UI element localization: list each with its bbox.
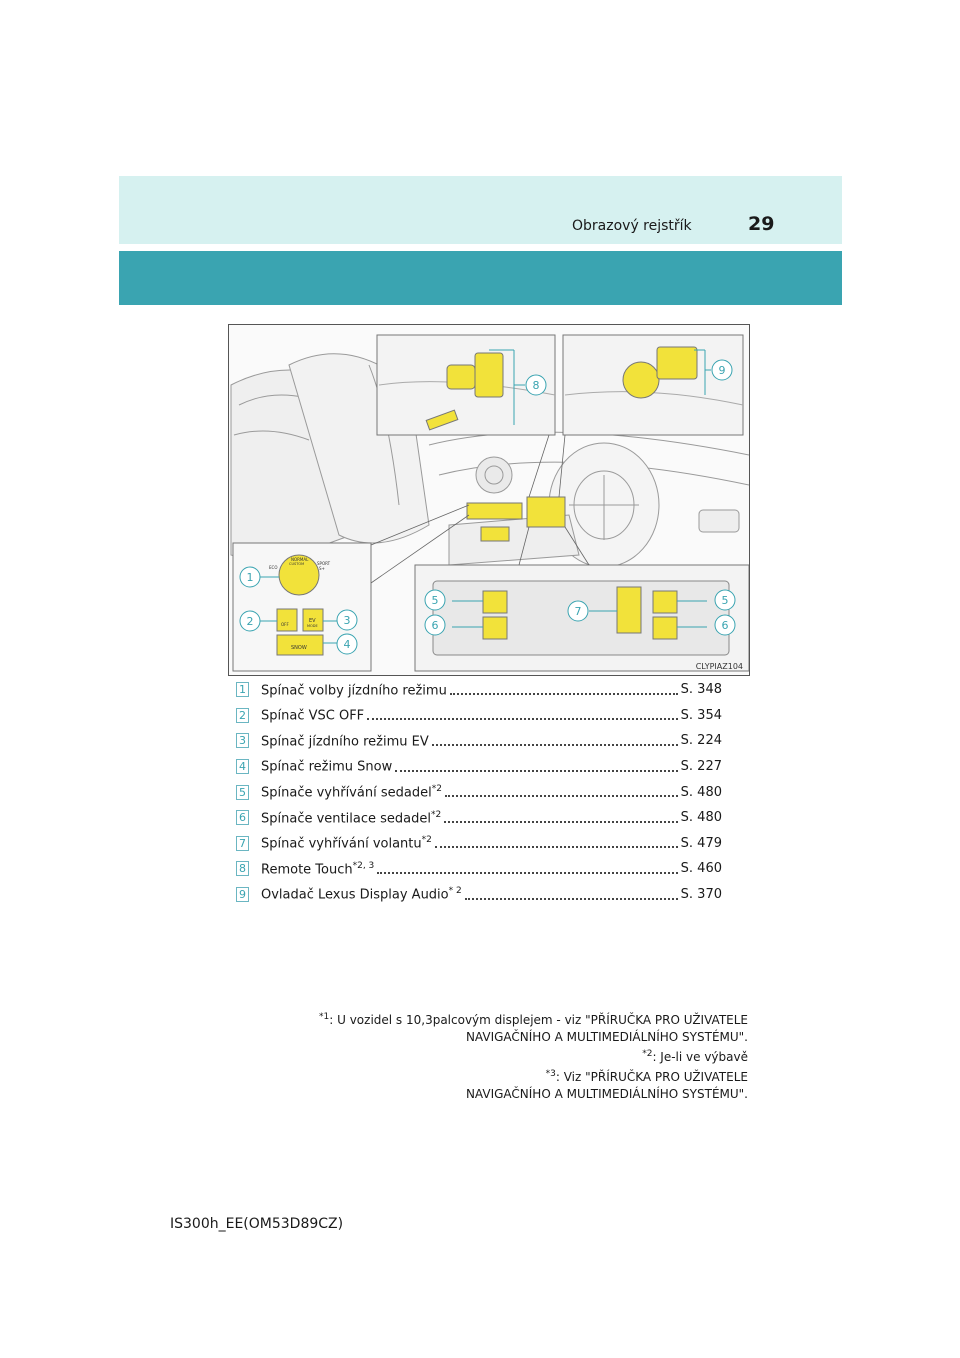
entry-sup: *2 [421, 835, 432, 846]
dot-leader [395, 770, 677, 772]
entry-page-ref[interactable]: S. 224 [680, 733, 722, 749]
svg-text:5: 5 [721, 594, 729, 607]
label-eco: ECO [269, 565, 278, 570]
entry-sup: *2 [431, 784, 442, 794]
dot-leader [435, 846, 678, 848]
entry-page-ref[interactable]: S. 370 [680, 887, 722, 903]
entry-number: 3 [236, 733, 249, 748]
entry-sup: * 2 [448, 886, 462, 897]
dot-leader [377, 872, 677, 874]
entry-label-text: Ovladač Lexus Display Audio [261, 887, 449, 903]
svg-text:1: 1 [246, 571, 254, 584]
entry-page-ref[interactable]: S. 227 [680, 759, 722, 775]
callout-2 [240, 611, 260, 631]
svg-text:3: 3 [343, 614, 351, 627]
callout-8 [526, 375, 546, 395]
page-title: Obrazový rejstřík [572, 218, 692, 234]
console-highlight-2 [527, 497, 565, 527]
figure-code: CLYPIAZ104 [695, 662, 743, 671]
entry-page-ref[interactable]: S. 354 [680, 707, 722, 723]
callout-6-left [425, 615, 445, 635]
entry-label [261, 707, 364, 723]
index-entry [236, 754, 722, 780]
interior-illustration-svg [229, 325, 749, 675]
header-band [119, 176, 842, 244]
index-entry [236, 856, 722, 882]
entry-label-text: Spínač režimu Snow [261, 759, 393, 775]
footnote-text: : U vozidel s 10,3palcovým displejem - viz "PŘÍRUČKA PRO UŽIVATELE [329, 1013, 748, 1027]
entry-page-ref[interactable]: S. 460 [680, 861, 722, 877]
entry-label [261, 810, 441, 826]
entry-page-ref[interactable]: S. 480 [680, 810, 722, 826]
svg-text:2: 2 [246, 615, 254, 628]
index-entry [236, 882, 722, 908]
svg-text:6: 6 [431, 619, 439, 632]
index-entry [236, 728, 722, 754]
callout-3 [337, 610, 357, 630]
footnote-2 [270, 1046, 748, 1066]
svg-text:9: 9 [718, 364, 726, 377]
dot-leader [465, 898, 678, 900]
callout-5-right [715, 590, 735, 610]
entry-label [261, 835, 432, 851]
entry-page-ref[interactable]: S. 479 [680, 835, 722, 851]
callout-4 [337, 634, 357, 654]
index-entry [236, 779, 722, 805]
entry-label-text: Spínač jízdního režimu EV [261, 734, 429, 750]
callout-1 [240, 567, 260, 587]
entry-label [261, 886, 462, 902]
callout-7 [568, 601, 588, 621]
label-snow: SNOW [291, 645, 307, 651]
entry-number: 7 [236, 836, 249, 851]
dot-leader [444, 821, 677, 823]
entry-label [261, 784, 442, 800]
footnote-1-cont: NAVIGAČNÍHO A MULTIMEDIÁLNÍHO SYSTÉMU". [465, 1030, 748, 1044]
entry-number: 8 [236, 861, 249, 876]
svg-text:7: 7 [574, 605, 582, 618]
svg-text:5: 5 [431, 594, 439, 607]
label-vsc-off: OFF [281, 622, 289, 627]
entry-number: 4 [236, 759, 249, 774]
dot-leader [367, 718, 678, 720]
entry-number: 2 [236, 708, 249, 723]
svg-text:8: 8 [532, 379, 540, 392]
label-s-plus: S+ [319, 566, 325, 571]
entry-label [261, 758, 392, 774]
label-sport: SPORT [317, 561, 331, 566]
footnote-3-cont: NAVIGAČNÍHO A MULTIMEDIÁLNÍHO SYSTÉMU". [465, 1087, 748, 1101]
entry-number: 1 [236, 682, 249, 697]
index-entry-list [236, 677, 722, 907]
label-normal: NORMAL [291, 557, 309, 562]
dot-leader [445, 795, 678, 797]
entry-number: 9 [236, 887, 249, 902]
index-entry [236, 805, 722, 831]
entry-label-text: Spínače ventilace sedadel [261, 810, 431, 826]
footnotes [270, 1009, 748, 1103]
interior-illustration [228, 324, 750, 676]
callout-9 [712, 360, 732, 380]
console-highlight-3 [481, 527, 509, 541]
entry-sup: *2, 3 [352, 860, 375, 871]
console-highlight-1 [467, 503, 522, 519]
label-mode: MODE [307, 624, 318, 628]
svg-text:4: 4 [343, 638, 351, 651]
entry-label-text: Spínač VSC OFF [261, 708, 365, 724]
entry-label-text: Spínače vyhřívání sedadel [261, 785, 432, 801]
index-entry [236, 831, 722, 857]
callout-5-left [425, 590, 445, 610]
entry-label [261, 861, 374, 877]
entry-label [261, 682, 447, 698]
entry-label-text: Spínač vyhřívání volantu [261, 836, 422, 852]
index-entry [236, 703, 722, 729]
footnote-text: : Je-li ve výbavě [652, 1050, 748, 1064]
page-number: 29 [748, 213, 775, 235]
footnote-mark: *2 [642, 1049, 653, 1059]
model-code: IS300h_EE(OM53D89CZ) [170, 1216, 344, 1232]
label-custom: CUSTOM [289, 562, 305, 566]
entry-sup: *2 [430, 809, 442, 820]
dot-leader [432, 744, 678, 746]
dot-leader [450, 693, 678, 695]
section-bar [119, 251, 842, 305]
footnote-1 [270, 1009, 748, 1029]
footnote-text: : Viz "PŘÍRUČKA PRO UŽIVATELE [555, 1070, 748, 1084]
entry-label-text: Remote Touch [261, 862, 353, 878]
callout-6-right [715, 615, 735, 635]
footnote-mark: *3 [545, 1069, 556, 1079]
footnote-mark: *1 [319, 1012, 330, 1022]
svg-text:6: 6 [721, 619, 729, 632]
label-ev: EV [309, 618, 316, 624]
index-entry [236, 677, 722, 703]
entry-page-ref[interactable]: S. 480 [680, 784, 722, 800]
entry-number: 5 [236, 785, 249, 800]
footnote-3 [270, 1066, 748, 1086]
entry-label [261, 733, 429, 749]
inset-display-audio [563, 335, 743, 435]
entry-page-ref[interactable]: S. 348 [680, 682, 722, 698]
entry-number: 6 [236, 810, 249, 825]
entry-label-text: Spínač volby jízdního režimu [261, 682, 447, 698]
